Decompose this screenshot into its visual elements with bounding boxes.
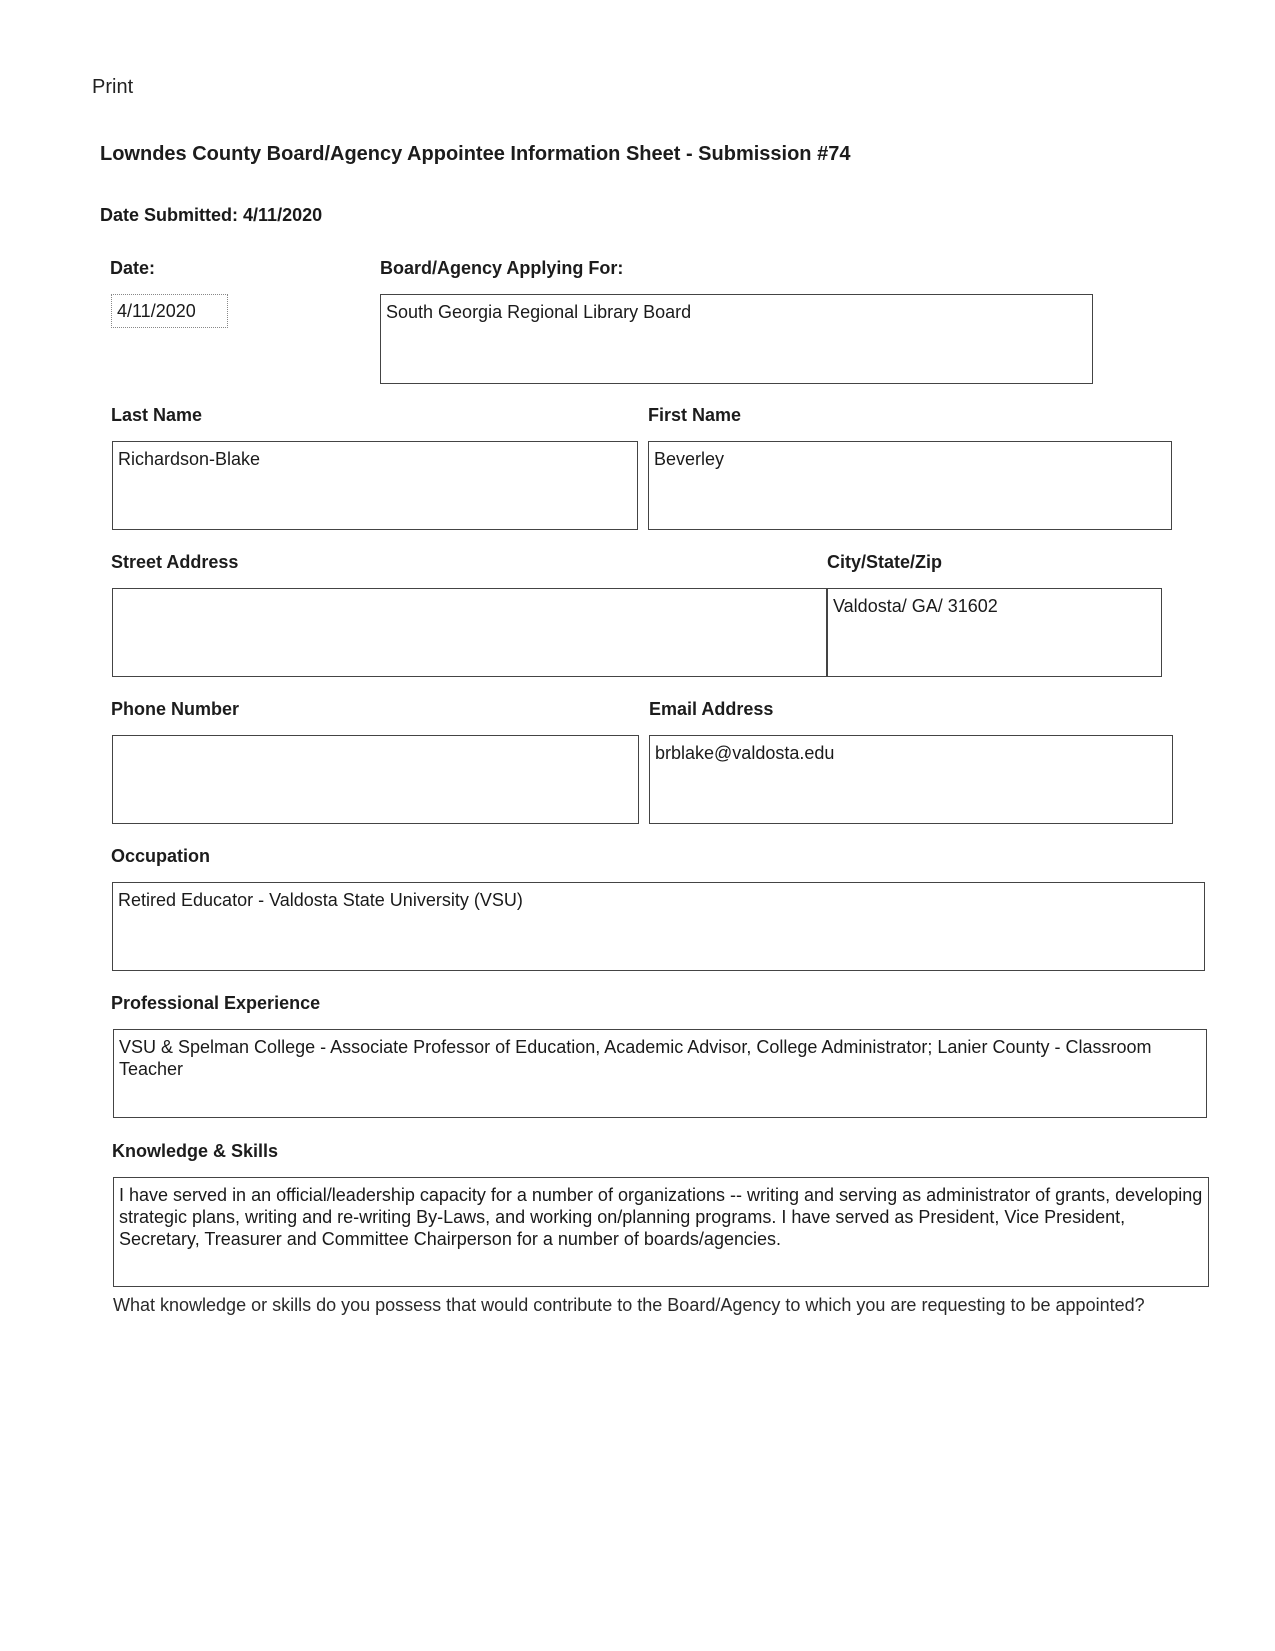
last-name-label: Last Name	[111, 405, 203, 425]
email-label: Email Address	[649, 699, 774, 719]
board-label: Board/Agency Applying For:	[380, 258, 624, 278]
first-name-label: First Name	[648, 405, 742, 425]
page-title: Lowndes County Board/Agency Appointee Information Sheet - Submission #74	[100, 143, 851, 165]
city-state-zip-field[interactable]: Valdosta/ GA/ 31602	[827, 588, 1162, 677]
date-submitted-label: Date Submitted:	[100, 205, 239, 225]
email-field[interactable]: brblake@valdosta.edu	[649, 735, 1173, 824]
experience-field[interactable]: VSU & Spelman College - Associate Professor of Education, Academic Advisor, College Administrator; Lanier County - Classroom Teacher	[113, 1029, 1207, 1118]
experience-label: Professional Experience	[111, 993, 321, 1013]
occupation-field[interactable]: Retired Educator - Valdosta State University (VSU)	[112, 882, 1205, 971]
print-link[interactable]: Print	[92, 76, 134, 98]
phone-label: Phone Number	[111, 699, 240, 719]
date-label: Date:	[110, 258, 156, 278]
date-submitted	[100, 205, 322, 226]
first-name-field[interactable]: Beverley	[648, 441, 1172, 530]
knowledge-field[interactable]: I have served in an official/leadership capacity for a number of organizations -- writing and serving as administrator of grants, developing strategic plans, writing and re-writing By-Laws, and working on/planning programs. I have served as President, Vice President, Secretary, Treasurer and Committee Chairperson for a number of boards/agencies.	[113, 1177, 1209, 1287]
street-address-label: Street Address	[111, 552, 239, 572]
occupation-label: Occupation	[111, 846, 211, 866]
phone-field[interactable]	[112, 735, 639, 824]
knowledge-label: Knowledge & Skills	[112, 1141, 279, 1161]
last-name-field[interactable]: Richardson-Blake	[112, 441, 638, 530]
knowledge-help-text: What knowledge or skills do you possess that would contribute to the Board/Agency to which you are requesting to be appointed?	[113, 1295, 1145, 1315]
city-state-zip-label: City/State/Zip	[827, 552, 943, 572]
date-submitted-value: 4/11/2020	[243, 205, 323, 225]
street-address-field[interactable]	[112, 588, 827, 677]
board-field[interactable]: South Georgia Regional Library Board	[380, 294, 1093, 384]
date-field[interactable]: 4/11/2020	[111, 294, 228, 328]
